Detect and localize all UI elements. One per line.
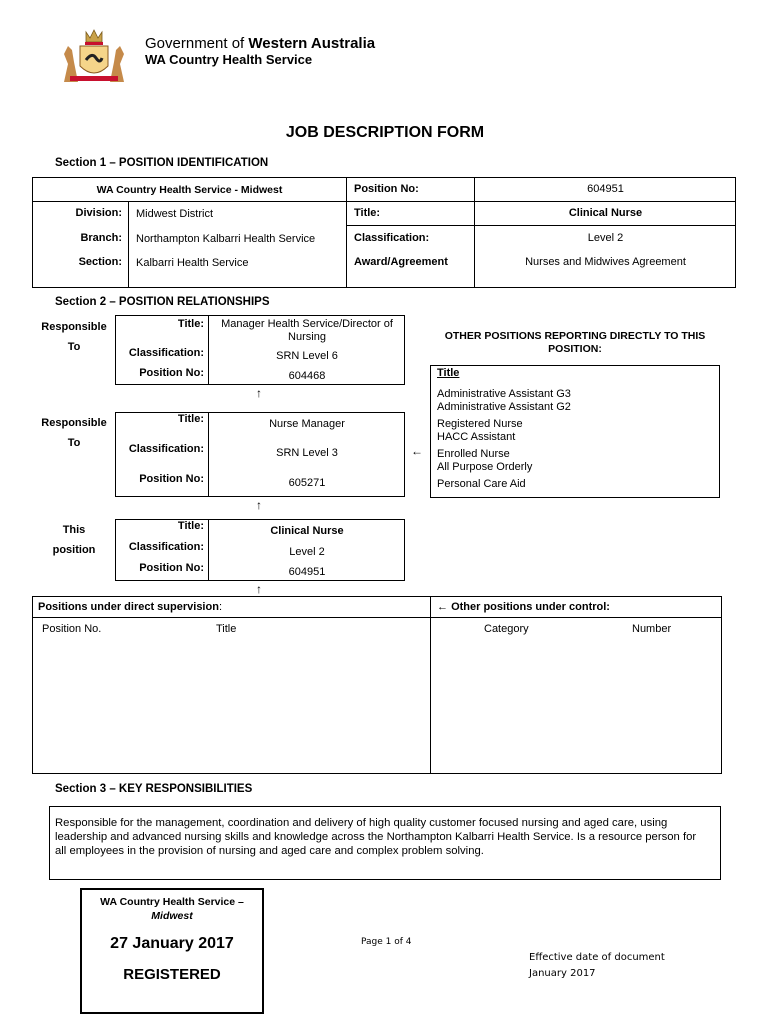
other-item: All Purpose Orderly <box>437 461 533 473</box>
section2-heading: Section 2 – POSITION RELATIONSHIPS <box>55 296 270 308</box>
branch-value: Northampton Kalbarri Health Service <box>136 233 316 245</box>
service-name: WA Country Health Service <box>145 52 313 67</box>
up-arrow-3: ↑ <box>256 582 262 596</box>
up-arrow-1: ↑ <box>256 386 262 400</box>
stamp-org: WA Country Health Service – <box>100 896 244 908</box>
other-control-label: Other positions under control: <box>451 601 610 613</box>
box1-position-no-value: 604468 <box>288 370 326 382</box>
box2-position-no-label: Position No: <box>139 473 204 485</box>
box3-position-no-value: 604951 <box>288 566 326 578</box>
other-title-label: Title <box>437 367 460 379</box>
other-item: Administrative Assistant G2 <box>437 401 571 413</box>
award-value: Nurses and Midwives Agreement <box>525 256 686 268</box>
section3-heading: Section 3 – KEY RESPONSIBILITIES <box>55 783 253 795</box>
division-label: Division: <box>75 207 122 219</box>
position-no-label: Position No: <box>354 183 419 195</box>
this-label: This <box>62 524 86 536</box>
position-no-value: 604951 <box>587 183 624 195</box>
other-positions-heading: OTHER POSITIONS REPORTING DIRECTLY TO THIS POSITION: <box>444 330 706 355</box>
section-value: Kalbarri Health Service <box>136 257 249 269</box>
title-label: Title: <box>354 207 381 219</box>
col-number: Number <box>632 623 672 635</box>
other-item: Enrolled Nurse <box>437 448 510 460</box>
col-category: Category <box>484 623 529 635</box>
other-item: Registered Nurse <box>437 418 523 430</box>
branch-label: Branch: <box>80 232 122 244</box>
stamp-date: 27 January 2017 <box>110 935 234 952</box>
box3-title-label: Title: <box>177 520 204 532</box>
box1-position-no-label: Position No: <box>139 367 204 379</box>
left-arrow-icon: ← <box>437 601 448 613</box>
stamp-status: REGISTERED <box>123 966 221 983</box>
page-number: Page 1 of 4 <box>361 937 412 947</box>
box2-title-value: Nurse Manager <box>269 418 345 430</box>
form-title: JOB DESCRIPTION FORM <box>285 124 485 141</box>
direct-supervision-label: Positions under direct supervision <box>38 601 219 613</box>
col-position-no: Position No. <box>42 623 102 635</box>
box2-classification-label: Classification: <box>128 443 204 455</box>
effective-date-value: January 2017 <box>529 968 596 979</box>
other-control-heading <box>437 601 610 613</box>
responsible-label-1: Responsible <box>41 321 107 333</box>
stamp-region: Midwest <box>151 910 193 922</box>
box1-title-label: Title: <box>177 318 204 330</box>
colon: : <box>218 601 222 613</box>
direct-supervision-heading <box>38 601 222 613</box>
division-value: Midwest District <box>136 208 214 220</box>
to-label-1: To <box>67 341 81 353</box>
box2-position-no-value: 605271 <box>288 477 326 489</box>
up-arrow-2: ↑ <box>256 498 262 512</box>
box2-classification-value: SRN Level 3 <box>276 447 338 459</box>
org-name: WA Country Health Service - Midwest <box>96 184 283 196</box>
box1-classification-label: Classification: <box>128 347 204 359</box>
box3-title-value: Clinical Nurse <box>270 525 344 537</box>
other-item: HACC Assistant <box>437 431 516 443</box>
section-label: Section: <box>78 256 122 268</box>
box3-classification-label: Classification: <box>128 541 204 553</box>
box3-position-no-label: Position No: <box>139 562 204 574</box>
responsible-label-2: Responsible <box>41 417 107 429</box>
supervision-table <box>32 596 722 774</box>
other-item: Personal Care Aid <box>437 478 526 490</box>
government-prefix: Government of <box>145 35 249 52</box>
classification-label: Classification: <box>354 232 430 244</box>
box1-title-value: Manager Health Service/Director of Nursing <box>221 318 393 343</box>
effective-date-label: Effective date of document <box>529 952 665 963</box>
col-title: Title <box>216 623 237 635</box>
to-label-2: To <box>67 437 81 449</box>
award-label: Award/Agreement <box>354 256 448 268</box>
classification-value: Level 2 <box>587 232 624 244</box>
box3-classification-value: Level 2 <box>289 546 325 558</box>
government-title <box>145 35 375 52</box>
left-arrow-1: ← <box>411 444 423 458</box>
box1-classification-value: SRN Level 6 <box>276 350 338 362</box>
wa-government-crest <box>56 24 132 84</box>
government-state: Western Australia <box>248 35 376 52</box>
other-item: Administrative Assistant G3 <box>437 388 571 400</box>
position-label: position <box>52 544 96 556</box>
section1-heading: Section 1 – POSITION IDENTIFICATION <box>55 157 269 169</box>
responsibilities-text: Responsible for the management, coordination and delivery of high quality customer focused nursing and aged care, using leadership and advanced nursing skills and knowledge across the Northampton Kalbarri Health Service. Is a resource person for all employees in the provision of nursing and aged care and complex problem solving. <box>55 817 697 857</box>
title-value: Clinical Nurse <box>568 207 643 219</box>
box2-title-label: Title: <box>177 413 204 425</box>
